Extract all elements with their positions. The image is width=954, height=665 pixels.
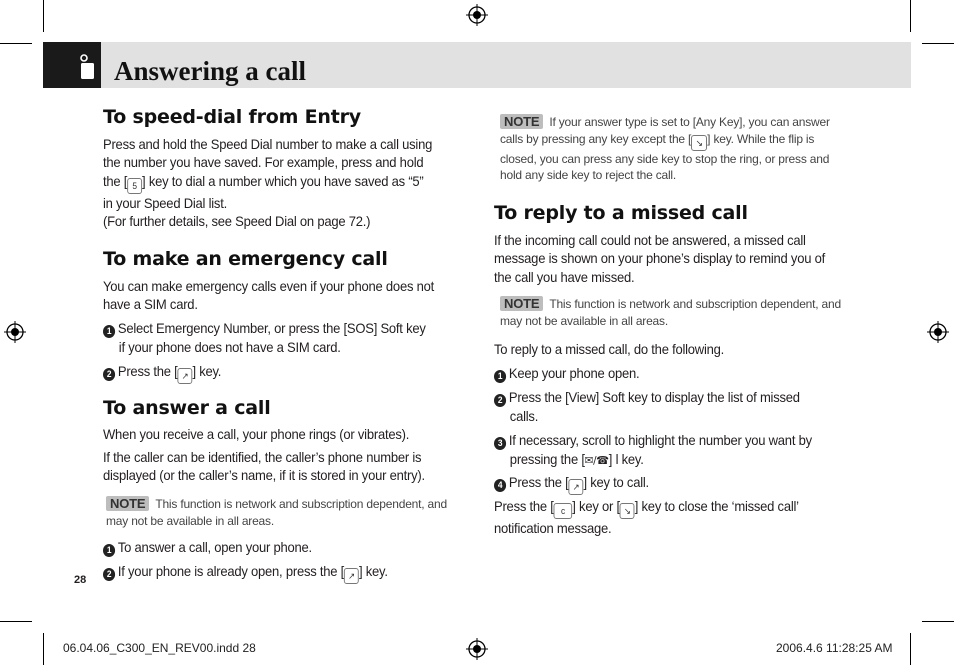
crop-mark bbox=[0, 621, 32, 622]
list-item: 1 To answer a call, open your phone. bbox=[103, 538, 312, 557]
step-number-icon: 4 bbox=[494, 479, 506, 492]
end-key-icon: ↘ bbox=[620, 503, 635, 519]
crop-mark bbox=[922, 43, 954, 44]
crop-mark bbox=[922, 621, 954, 622]
end-key-icon: ↘ bbox=[691, 135, 707, 151]
note-badge: NOTE bbox=[500, 296, 543, 311]
page-number: 28 bbox=[74, 574, 87, 586]
list-item: 2 Press the [ ↗ ] key. bbox=[103, 362, 221, 384]
paragraph: You can make emergency calls even if your phone does not have a SIM card. bbox=[103, 278, 435, 313]
registration-mark-icon bbox=[466, 638, 488, 660]
number-5-key-icon: 5 bbox=[127, 178, 142, 194]
note-box: NOTE This function is network and subscription dependent, and may not be available in all areas. bbox=[106, 496, 447, 528]
note-badge: NOTE bbox=[500, 114, 543, 129]
list-item: 2 Press the [View] Soft key to display the list of missed calls. bbox=[494, 388, 800, 425]
note-box: NOTE If your answer type is set to [Any Key], you can answer calls by pressing any key except the [ ↘ ] key. While the flip is closed, you can press any side key to stop the ring, or press and hold any side key to reject the call. bbox=[500, 114, 830, 183]
step-number-icon: 1 bbox=[103, 544, 115, 557]
section-heading-missed-call: To reply to a missed call bbox=[494, 202, 748, 224]
registration-mark-icon bbox=[927, 321, 949, 343]
note-badge: NOTE bbox=[106, 496, 149, 511]
message-call-key-icon: ✉/☎ bbox=[584, 454, 609, 467]
paragraph: Press and hold the Speed Dial number to make a call using the number you have saved. For example, press and hold the [ 5 ] key to dial a number which you have saved as “5” in your Speed Dial list. bbox=[103, 136, 433, 211]
paragraph: If the incoming call could not be answered, a missed call message is shown on your phone’s display to remind you of the call you have missed. bbox=[494, 232, 826, 285]
step-number-icon: 2 bbox=[103, 568, 115, 581]
step-number-icon: 2 bbox=[103, 368, 115, 381]
crop-mark bbox=[43, 0, 44, 32]
crop-mark bbox=[910, 0, 911, 32]
paragraph: If the caller can be identified, the caller’s phone number is displayed (or the caller’s name, if it is stored in your entry). bbox=[103, 449, 425, 484]
registration-mark-icon bbox=[4, 321, 26, 343]
send-key-icon: ↗ bbox=[178, 368, 193, 384]
section-heading-answer: To answer a call bbox=[103, 397, 271, 419]
footer-timestamp: 2006.4.6 11:28:25 AM bbox=[776, 641, 893, 655]
paragraph: (For further details, see Speed Dial on page 72.) bbox=[103, 213, 371, 229]
paragraph: When you receive a call, your phone rings (or vibrates). bbox=[103, 426, 410, 442]
list-item: 1 Select Emergency Number, or press the [SOS] Soft key if your phone does not have a SIM card. bbox=[103, 319, 426, 356]
list-item: 2 If your phone is already open, press the [ ↗ ] key. bbox=[103, 562, 388, 584]
send-key-icon: ↗ bbox=[569, 479, 584, 495]
list-item: 4 Press the [ ↗ ] key to call. bbox=[494, 473, 649, 495]
section-heading-emergency: To make an emergency call bbox=[103, 248, 388, 270]
step-number-icon: 2 bbox=[494, 394, 506, 407]
paragraph: To reply to a missed call, do the following. bbox=[494, 341, 725, 357]
step-number-icon: 1 bbox=[494, 370, 506, 383]
list-item: 3 If necessary, scroll to highlight the number you want by pressing the [✉/☎] l key. bbox=[494, 431, 812, 470]
section-tab bbox=[43, 42, 101, 88]
paragraph: Press the [ c ] key or [ ↘ ] key to close the ‘missed call’ notification message. bbox=[494, 498, 799, 536]
crop-mark bbox=[910, 633, 911, 665]
send-key-icon: ↗ bbox=[344, 568, 359, 584]
crop-mark bbox=[0, 43, 32, 44]
registration-mark-icon bbox=[466, 4, 488, 26]
note-box: NOTE This function is network and subscription dependent, and may not be available in all areas. bbox=[500, 296, 841, 328]
list-item: 1 Keep your phone open. bbox=[494, 364, 639, 383]
step-number-icon: 1 bbox=[103, 325, 115, 338]
phone-call-icon bbox=[79, 54, 97, 80]
crop-mark bbox=[43, 633, 44, 665]
section-heading-speed-dial: To speed-dial from Entry bbox=[103, 106, 361, 128]
step-number-icon: 3 bbox=[494, 437, 506, 450]
clear-key-icon: c bbox=[554, 503, 573, 519]
footer-file-info: 06.04.06_C300_EN_REV00.indd 28 bbox=[63, 641, 256, 655]
page-title: Answering a call bbox=[114, 56, 306, 86]
